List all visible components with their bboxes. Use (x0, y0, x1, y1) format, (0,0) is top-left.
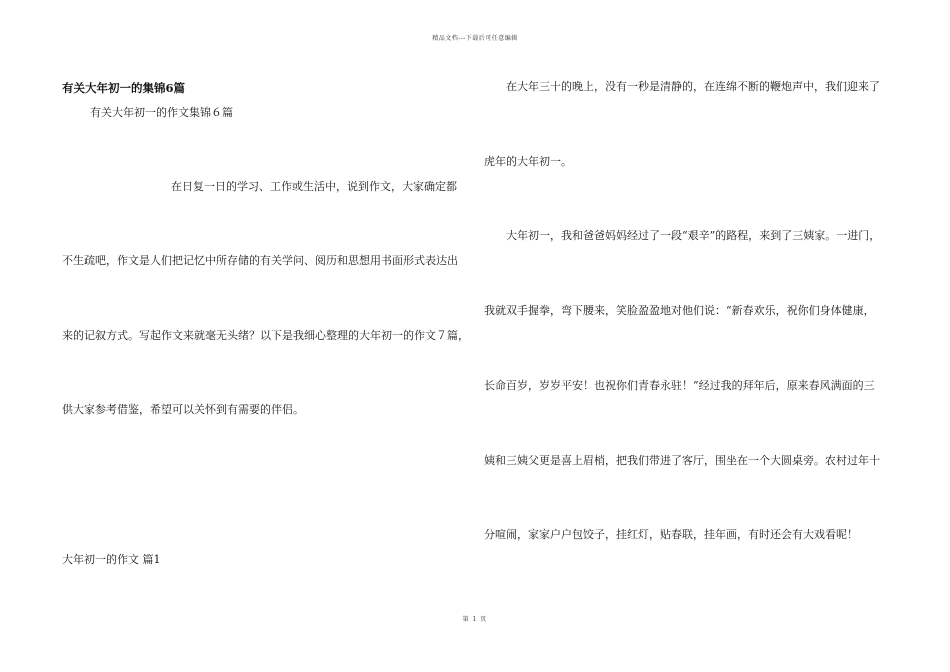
intro-line-2: 不生疏吧，作文是人们把记忆中所存储的有关学问、阅历和思想用书面形式表达出 (62, 254, 458, 267)
intro-line-3: 来的记叙方式。写起作文来就毫无头绪？以下是我细心整理的大年初一的作文７篇， (62, 329, 469, 342)
body-line-6: 姨和三姨父更是喜上眉梢，把我们带进了客厅，围坐在一个大圆桌旁。农村过年十 (484, 454, 880, 467)
body-line-4: 我就双手握拳，弯下腰来，笑脸盈盈地对他们说：“新春欢乐，祝你们身体健康， (484, 304, 875, 317)
intro-line-1: 在日复一日的学习、工作或生活中，说到作文，大家确定都 (171, 180, 457, 193)
document-title: 有关大年初一的集锦6篇 (62, 81, 186, 95)
body-line-5: 长命百岁，岁岁平安！也祝你们青春永驻！”经过我的拜年后，原来春风满面的三 (484, 379, 875, 392)
body-line-1: 在大年三十的晚上，没有一秒是清静的，在连绵不断的鞭炮声中，我们迎来了 (506, 80, 880, 93)
page-header: 精品文档---下载后可任意编辑 (432, 35, 518, 42)
body-line-2: 虎年的大年初一。 (484, 155, 572, 168)
section-heading: 大年初一的作文 篇1 (62, 553, 161, 566)
intro-line-4: 供大家参考借鉴，希望可以关怀到有需要的伴侣。 (62, 403, 304, 416)
body-line-7: 分喧闹，家家户户包饺子，挂红灯，贴春联，挂年画，有时还会有大戏看呢！ (484, 528, 858, 541)
body-line-3: 大年初一，我和爸爸妈妈经过了一段“艰辛”的路程，来到了三姨家。一进门， (506, 229, 881, 242)
page-footer: 第 1 页 (462, 616, 488, 623)
document-subtitle: 有关大年初一的作文集锦６篇 (90, 106, 233, 119)
